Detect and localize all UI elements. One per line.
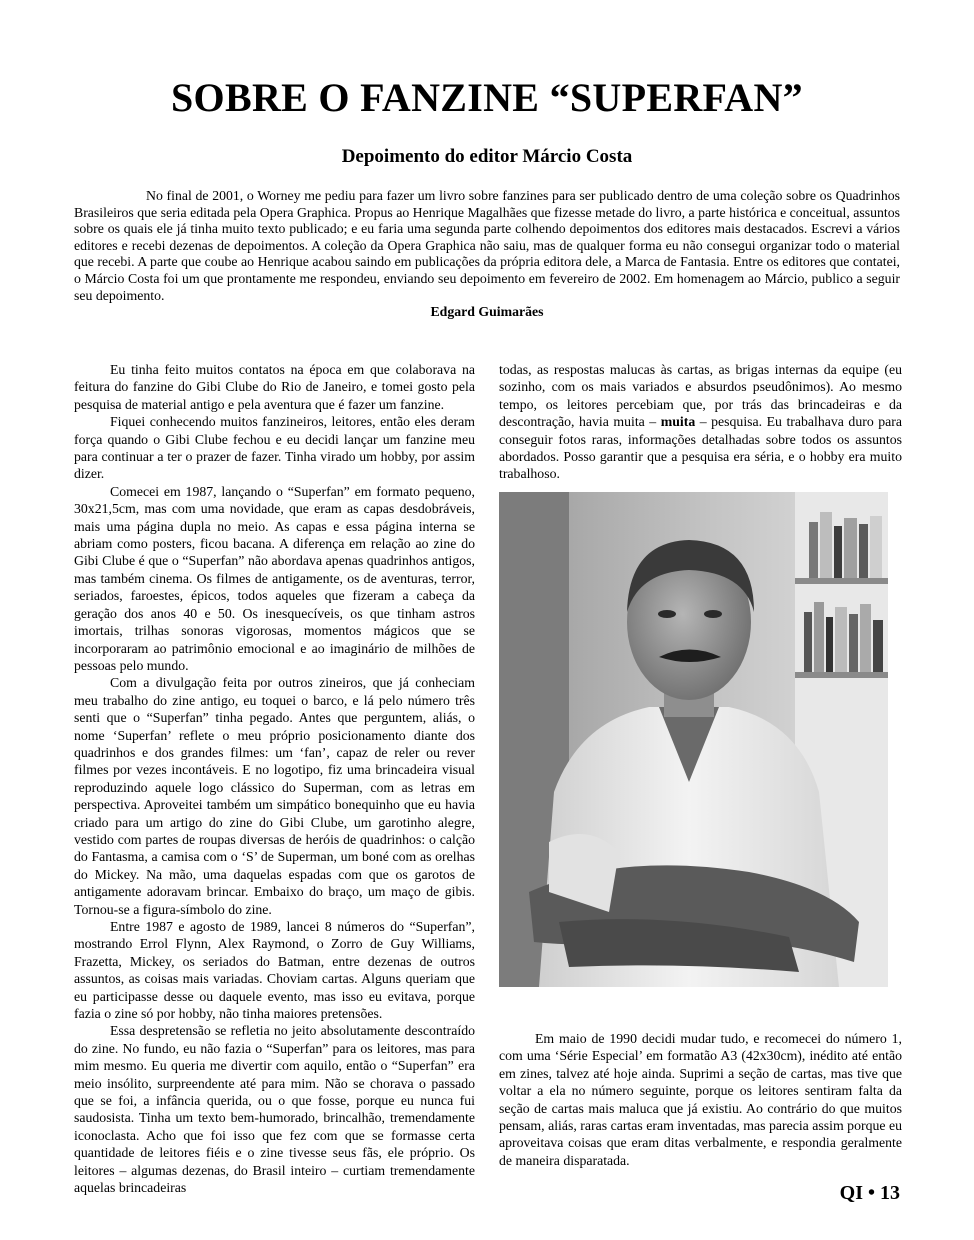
body-paragraph-5: Entre 1987 e agosto de 1989, lancei 8 números do “Superfan”, mostrando Errol Flynn, Alex Raymond, o Zorro de Guy Williams, Frazetta, Mickey, os seriados do Batman, entre dezenas de outros assuntos, as coisas mais variadas. Choviam cartas. Alguns queriam que eu participasse desse ou daquele evento, mas isso eu evitava, porque fazia o zine só por hobby, não tinha maiores pretensões. (74, 919, 475, 1022)
portrait-illustration (499, 492, 888, 987)
continuation-emphasis: muita (660, 414, 696, 430)
body-paragraph-6: Essa despretensão se refletia no jeito absolutamente descontraído do zine. No fundo, eu não fazia o “Superfan” para os leitores, mas para mim mesmo. Eu queria me divertir com aquilo, então o “Superfan” era meio insólito, surpreendente até para mim. Não se chorava o passado que se foi, a infância querida, ou o que fosse, porque eu nunca fui saudosista. Tinha um texto bem-humorado, brincalhão, tremendamente iconoclasta. Acho que foi isso que fez com que se formasse certa quantidade de leitores fiéis e o zine tivesse seus fãs, ele próprio. Os leitores – algumas dezenas, do Brasil inteiro – curtiam tremendamente aquelas brincadeiras (74, 1023, 475, 1196)
body-paragraph-4: Com a divulgação feita por outros zineiros, que já conheciam meu trabalho do zine antigo, eu toquei o barco, e lá pelo número três senti que o “Superfan” tinha pegado. Antes que perguntem, aliás, o nome ‘Superfan’ reflete o meu próprio posicionamento diante dos quadrinhos e dos grandes filmes: um ‘fan’, capaz de reler ou rever filmes por vezes incontáveis. E no logotipo, fiz uma brincadeira visual reproduzindo aquele logo clássico do Superman, com as letras em perspectiva. Aproveitei também um simpático bonequinho que eu havia criado para um artigo do zine do Gibi Clube, um garotinho alegre, vestido com partes de roupas diversas de heróis de quadrinhos: o calção do Fantasma, a camisa com o ‘S’ de Superman, um boné com as orelhas do Mickey. Na mão, uma daquelas espadas com que os garotos de antigamente adoravam brincar. Embaixo do braço, um maço de gibis. Tornou-se a figura-símbolo do zine. (74, 675, 475, 917)
page-number: QI • 13 (839, 1182, 900, 1204)
right-column-top (499, 361, 902, 483)
left-column (74, 361, 475, 1197)
continuation-text-before: todas, as respostas malucas às cartas, as brigas internas da equipe (eu sozinho, com os mais variados e absurdos pseudônimos). Ao mesmo tempo, os leitores percebiam que, por trás das brincadeiras e da descontração, havia muita – (499, 362, 902, 430)
article-subtitle: Depoimento do editor Márcio Costa (341, 146, 633, 167)
editor-portrait-photo (499, 492, 888, 987)
body-paragraph-final: Em maio de 1990 decidi mudar tudo, e recomecei do número 1, com uma ‘Série Especial’ em formatão A3 (42x30cm), inédito até então em zines, talvez até hoje ainda. Suprimi a seção de cartas, mas tive que voltar a ela no número seguinte, porque os leitores sentiram falta da seção de cartas mais maluca que já existiu. Ao contrário do que muitos pensam, aliás, raras cartas eram inventadas, mas parecia assim porque eu aproveitava coisas que eram ditas verbalmente, e respondia geralmente de maneira disparatada. (499, 1031, 902, 1168)
intro-block (74, 188, 900, 321)
page-title: SOBRE O FANZINE “SUPERFAN” (171, 75, 803, 120)
body-paragraph-1: Eu tinha feito muitos contatos na época em que colaborava na feitura do fanzine do Gibi Clube do Rio de Janeiro, e tomei gosto pela pesquisa de material antigo e pela aventura que é fazer um fanzine. (74, 362, 475, 412)
intro-signature: Edgard Guimarães (430, 304, 544, 320)
body-paragraph-continuation (499, 361, 902, 483)
body-paragraph-2: Fiquei conhecendo muitos fanzineiros, leitores, então eles deram força quando o Gibi Clube fechou e eu decidi lançar um fanzine meu para continuar a ter o prazer de fazer. Tinha virado um hobby, por assim dizer. (74, 414, 475, 482)
right-column-bottom (499, 1030, 902, 1169)
continuation-text-after: – pesquisa. Eu trabalhava duro para conseguir fotos raras, informações detalhadas sobre todos os assuntos abordados. Posso garantir que a pesquisa era séria, e o hobby era muito trabalhoso. (499, 414, 902, 482)
body-paragraph-3: Comecei em 1987, lançando o “Superfan” em formato pequeno, 30x21,5cm, mas com uma novidade, que eram as capas desdobráveis, mais uma página dupla no meio. As capas e essa página interna se abriam como posters, ficou bacana. A diferença em relação ao zine do Gibi Clube é que o “Superfan” não abordava apenas quadrinhos antigos, mas também cinema. Os filmes de antigamente, os de aventuras, terror, seriados, faroestes, épicos, todos aqueles que fizeram a cabeça da geração dos anos 40 e 50. Os inesquecíveis, os que tinham astros imortais, trilhas sonoras vigorosas, momentos mágicos que se incorporaram ao patrimônio emocional e ao imaginário de milhões de pessoas pelo mundo. (74, 483, 475, 673)
intro-paragraph: No final de 2001, o Worney me pediu para fazer um livro sobre fanzines para ser publicado dentro de uma coleção sobre os Quadrinhos Brasileiros que seria editada pela Opera Graphica. Propus ao Henrique Magalhães que fizesse metade do livro, a parte histórica e conceitual, assuntos sobre os quais ele já tinha muito texto publicado; e eu faria uma segunda parte colhendo depoimentos dos editores mais destacados. Escrevi a vários editores e recebi dezenas de depoimentos. A coleção da Opera Graphica não saiu, mas de qualquer forma eu não consegui organizar todo o material que recebi. A parte que coube ao Henrique acabou saindo em publicações da própria editora dele, a Marca de Fantasia. Entre os editores que contatei, o Márcio Costa foi um que prontamente me respondeu, enviando seu depoimento em fevereiro de 2002. Em homenagem ao Márcio, publico a seguir seu depoimento. (74, 188, 900, 303)
